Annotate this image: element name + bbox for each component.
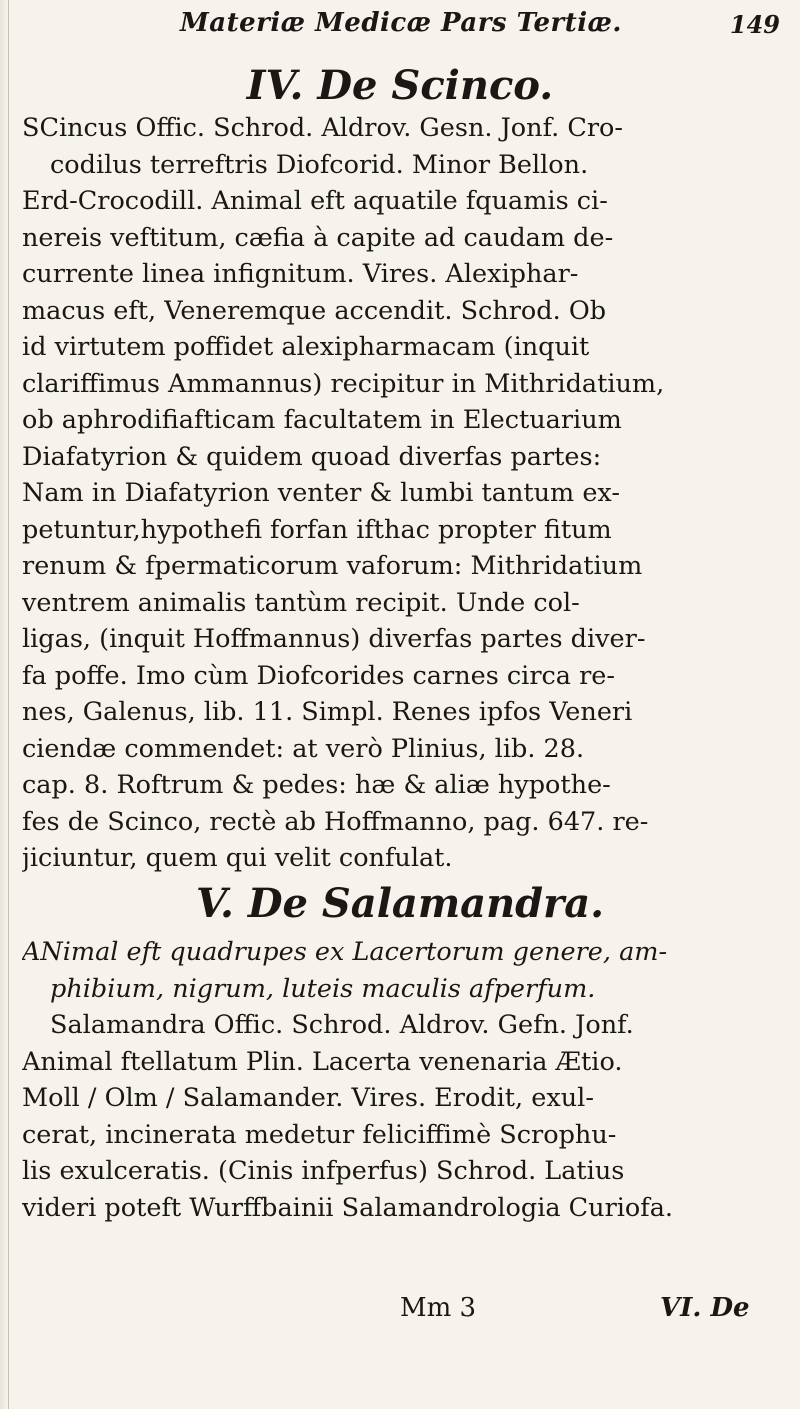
running-title: Materiæ Medicæ Pars Tertiæ.: [180, 8, 622, 38]
text-line: Erd-Crocodill. Animal eft aquatile fquamis ci-: [22, 186, 608, 216]
text-line: fes de Scinco, rectè ab Hoffmanno, pag. 647. re-: [22, 806, 649, 837]
text-line: cerat, incinerata medetur feliciffimè Scrophu-: [22, 1119, 617, 1150]
text-line: nes, Galenus, lib. 11. Simpl. Renes ipfos Veneri: [22, 697, 633, 727]
text-line: Animal ftellatum Plin. Lacerta venenaria Ætio.: [22, 1046, 623, 1077]
catchword: VI. De: [660, 1293, 750, 1323]
text-line: cap. 8. Roftrum & pedes: hæ & aliæ hypothe-: [22, 770, 611, 800]
running-header: [180, 8, 780, 44]
text-line: ANimal eft quadrupes ex Lacertorum genere, am-: [22, 937, 668, 967]
page-footer: [0, 1293, 800, 1333]
section-heading-salamandra: V. De Salamandra.: [195, 880, 605, 927]
text-line: id virtutem poffidet alexipharmacam (inquit: [22, 332, 590, 362]
text-line: currente linea infignitum. Vires. Alexiphar-: [22, 259, 579, 289]
text-line: nereis veftitum, cæfia à capite ad caudam de-: [22, 222, 614, 253]
text-line: ciendæ commendet: at verò Plinius, lib. 28.: [22, 733, 585, 764]
section-heading-scinco: IV. De Scinco.: [246, 62, 554, 109]
page-binding-edge: [0, 0, 9, 1409]
text-line: Diafatyrion & quidem quoad diverfas partes:: [22, 441, 602, 472]
text-line: Nam in Diafatyrion venter & lumbi tantum ex-: [22, 478, 620, 508]
text-line: fa poffe. Imo cùm Diofcorides carnes circa re-: [22, 660, 616, 691]
text-line: renum & fpermaticorum vaforum: Mithridatium: [22, 551, 643, 581]
section-body-scinco: [22, 110, 774, 877]
text-line: ligas, (inquit Hoffmannus) diverfas partes diver-: [22, 624, 646, 654]
text-line: Salamandra Offic. Schrod. Aldrov. Gefn. Jonf.: [50, 1010, 634, 1040]
text-line: petuntur,hypothefi forfan ifthac propter fitum: [22, 514, 612, 545]
text-line: phibium, nigrum, luteis maculis afperfum.: [50, 973, 596, 1004]
text-line: videri poteft Wurffbainii Salamandrologia Curiofa.: [22, 1192, 674, 1223]
page-number: 149: [729, 10, 780, 39]
text-line: ventrem animalis tantùm recipit. Unde col-: [22, 587, 580, 618]
text-line: clariffimus Ammannus) recipitur in Mithridatium,: [22, 368, 665, 399]
section-body-salamandra: [22, 934, 774, 1226]
text-line: codilus terreftris Diofcorid. Minor Bellon.: [50, 149, 589, 180]
text-line: macus eft, Veneremque accendit. Schrod. Ob: [22, 295, 607, 326]
text-line: SCincus Offic. Schrod. Aldrov. Gesn. Jonf. Cro-: [22, 113, 623, 143]
text-line: jiciuntur, quem qui velit confulat.: [22, 843, 453, 873]
text-line: Moll / Olm / Salamander. Vires. Erodit, exul-: [22, 1083, 594, 1113]
signature-mark: Mm 3: [400, 1293, 477, 1323]
text-line: ob aphrodifiafticam facultatem in Electuarium: [22, 405, 622, 435]
text-line: lis exulceratis. (Cinis infperfus) Schrod. Latius: [22, 1156, 625, 1186]
